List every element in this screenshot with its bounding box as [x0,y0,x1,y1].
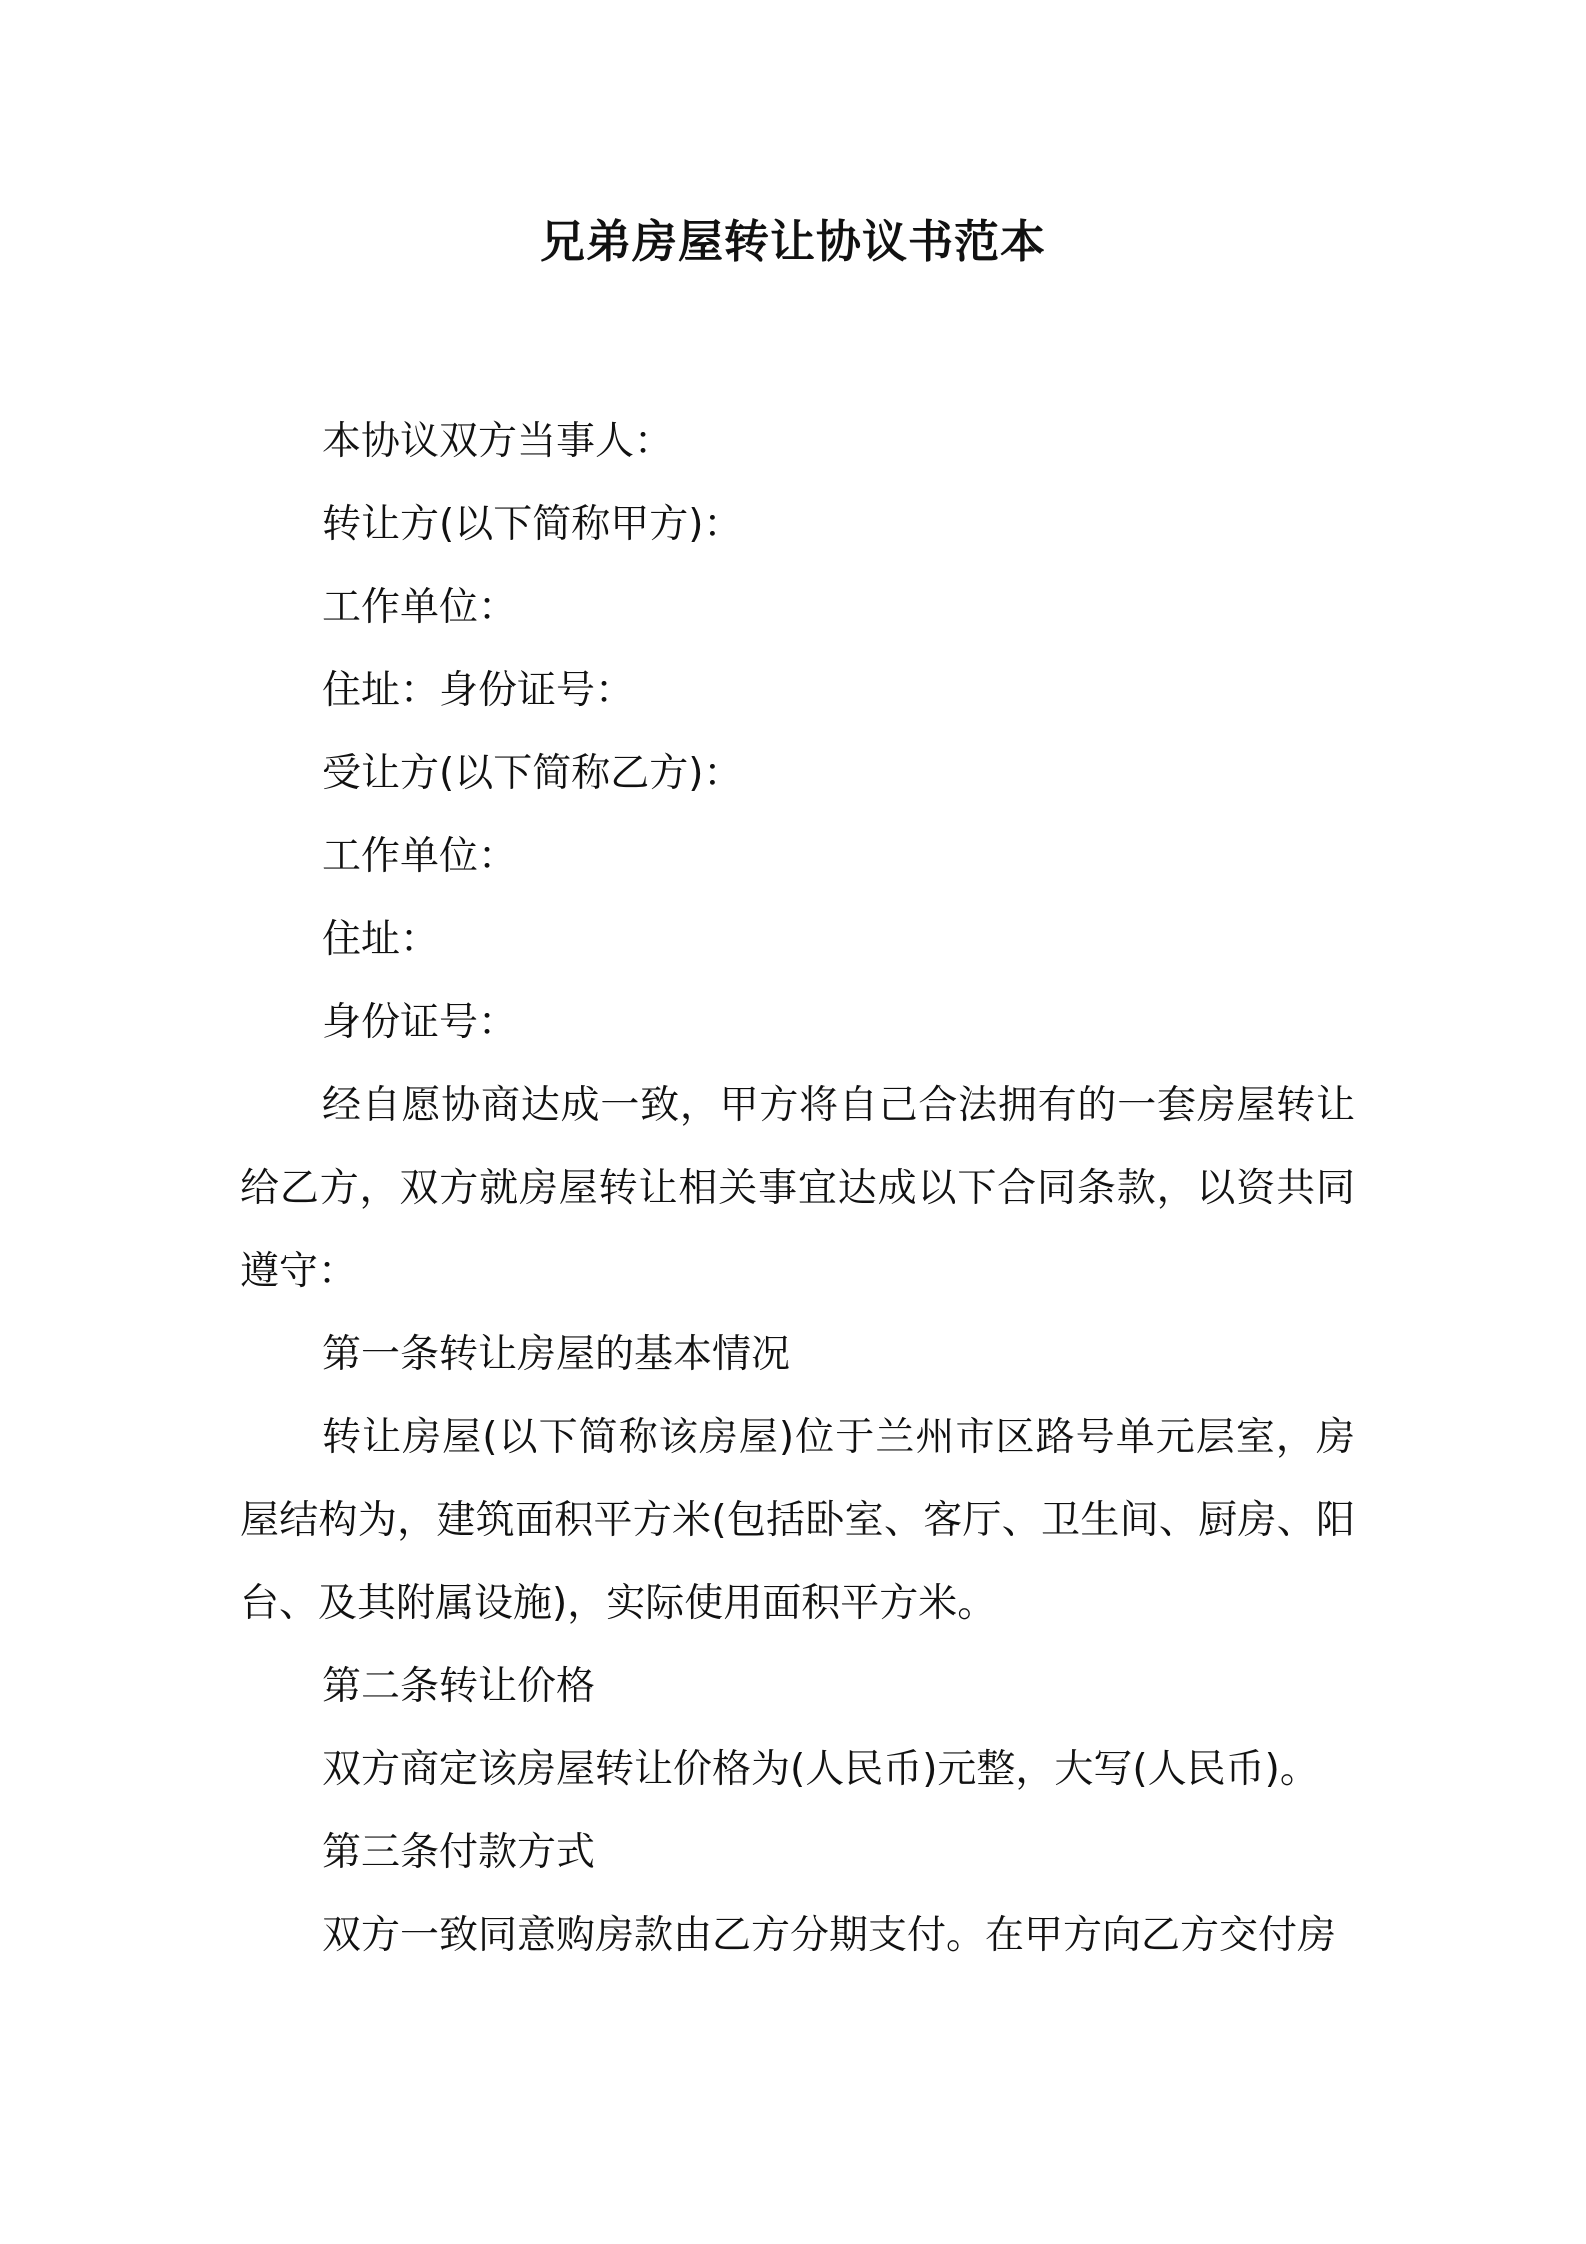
article-2-text: 双方商定该房屋转让价格为(人民币)元整，大写(人民币)。 [322,1747,1319,1792]
transferor-address-id: 住址：身份证号： [322,668,635,713]
document-title: 兄弟房屋转让协议书范本 [539,215,1046,268]
article-3-text: 双方一致同意购房款由乙方分期支付。在甲方向乙方交付房 [322,1913,1337,1958]
article-1-heading: 第一条转让房屋的基本情况 [322,1332,791,1377]
transferee-employer: 工作单位： [322,834,518,879]
transferee-id: 身份证号： [322,1000,518,1045]
article-3-heading: 第三条付款方式 [322,1830,596,1875]
transferee-address: 住址： [322,917,440,962]
document-body [240,400,1355,1977]
transferor-employer: 工作单位： [322,585,518,630]
transferor-label: 转让方(以下简称甲方)： [322,502,743,547]
transferee-label: 受让方(以下简称乙方)： [322,751,743,796]
article-2-heading: 第二条转让价格 [322,1664,596,1709]
parties-intro: 本协议双方当事人： [322,419,674,464]
agreement-preamble: 经自愿协商达成一致，甲方将自己合法拥有的一套房屋转让给乙方，双方就房屋转让相关事宜达成以下合同条款，以资共同遵守： [240,1083,1355,1294]
article-1-text: 转让房屋(以下简称该房屋)位于兰州市区路号单元层室，房屋结构为，建筑面积平方米(包括卧室、客厅、卫生间、厨房、阳台、及其附属设施)，实际使用面积平方米。 [240,1415,1355,1626]
